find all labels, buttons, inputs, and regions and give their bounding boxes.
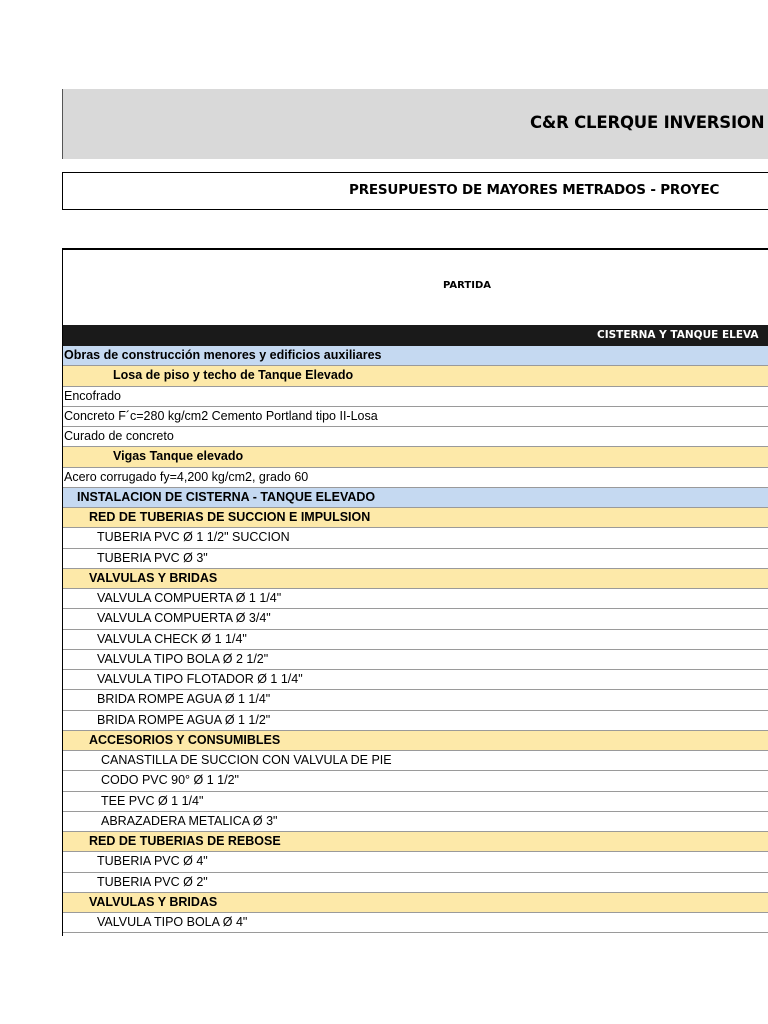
table-row [63, 528, 768, 548]
row-label: TEE PVC Ø 1 1/4" [101, 793, 204, 808]
row-label: ACCESORIOS Y CONSUMIBLES [89, 732, 281, 747]
column-header [63, 250, 768, 325]
table-row [63, 913, 768, 933]
row-label: BRIDA ROMPE AGUA Ø 1 1/2" [97, 712, 271, 727]
table-row [63, 569, 768, 589]
table-row [63, 447, 768, 467]
row-label: RED DE TUBERIAS DE REBOSE [89, 834, 281, 848]
table-row [63, 690, 768, 710]
section-bar [63, 325, 768, 346]
table-row [63, 893, 768, 913]
table-row [63, 650, 768, 670]
row-label: TUBERIA PVC Ø 2" [97, 874, 208, 889]
table-row [63, 589, 768, 609]
table-row [63, 630, 768, 650]
table-row [63, 812, 768, 832]
table-row [63, 711, 768, 731]
table-row [63, 549, 768, 569]
row-label: CANASTILLA DE SUCCION CON VALVULA DE PIE [101, 753, 392, 767]
table-row [63, 771, 768, 791]
document-subtitle-box [62, 172, 768, 210]
row-label: Curado de concreto [64, 429, 174, 443]
row-label: BRIDA ROMPE AGUA Ø 1 1/4" [97, 692, 271, 707]
row-label: VALVULA COMPUERTA Ø 3/4" [97, 611, 271, 626]
row-label: Acero corrugado fy=4,200 kg/cm2, grado 60 [64, 469, 309, 484]
table-row [63, 609, 768, 629]
row-label: TUBERIA PVC Ø 4" [97, 854, 208, 869]
row-label: VALVULA CHECK Ø 1 1/4" [97, 631, 247, 646]
company-name: C&R CLERQUE INVERSION [530, 113, 765, 132]
document-subtitle: PRESUPUESTO DE MAYORES METRADOS - PROYEC [349, 182, 720, 198]
row-label: VALVULAS Y BRIDAS [89, 570, 218, 585]
table-row [63, 468, 768, 488]
table-row [63, 873, 768, 893]
row-label: Encofrado [64, 388, 121, 403]
row-label: VALVULA TIPO FLOTADOR Ø 1 1/4" [97, 672, 303, 686]
company-header [62, 89, 768, 159]
row-label: VALVULA TIPO BOLA Ø 4" [97, 915, 248, 929]
table-row [63, 387, 768, 407]
section-title: CISTERNA Y TANQUE ELEVA [597, 329, 759, 341]
row-label: ABRAZADERA METALICA Ø 3" [101, 813, 278, 828]
row-label: INSTALACION DE CISTERNA - TANQUE ELEVADO [77, 489, 376, 504]
row-label: Vigas Tanque elevado [113, 449, 244, 464]
row-label: TUBERIA PVC Ø 3" [97, 550, 208, 565]
table-row [63, 670, 768, 690]
row-label: Obras de construcción menores y edificios auxiliares [64, 348, 382, 362]
table-row [63, 508, 768, 528]
budget-table [62, 248, 768, 936]
row-label: Concreto F´c=280 kg/cm2 Cemento Portland tipo II-Losa [64, 408, 378, 423]
row-label: VALVULA COMPUERTA Ø 1 1/4" [97, 591, 282, 605]
table-row [63, 488, 768, 508]
table-row [63, 366, 768, 386]
row-label: VALVULA TIPO BOLA Ø 2 1/2" [97, 651, 269, 666]
row-label: Losa de piso y techo de Tanque Elevado [113, 368, 354, 383]
column-header-partida: PARTIDA [443, 280, 491, 291]
table-row [63, 852, 768, 872]
row-label: RED DE TUBERIAS DE SUCCION E IMPULSION [89, 510, 371, 524]
row-label: CODO PVC 90° Ø 1 1/2" [101, 773, 239, 788]
table-row [63, 832, 768, 852]
table-row [63, 751, 768, 771]
row-label: VALVULAS Y BRIDAS [89, 894, 218, 909]
row-label: TUBERIA PVC Ø 1 1/2" SUCCION [97, 530, 290, 545]
table-row [63, 407, 768, 427]
table-row [63, 792, 768, 812]
table-row [63, 731, 768, 751]
table-row [63, 346, 768, 366]
table-row [63, 427, 768, 447]
table-rows [63, 346, 768, 933]
